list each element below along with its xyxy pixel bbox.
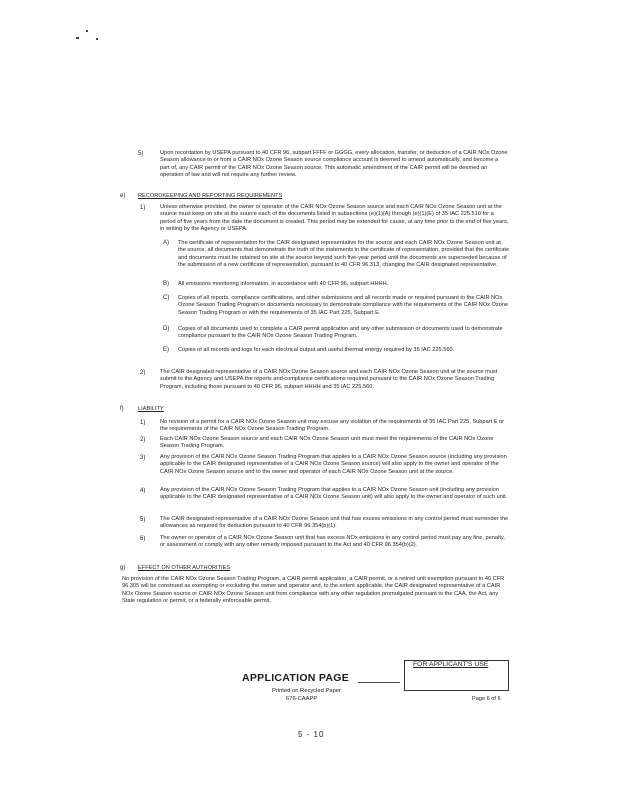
f-6-text: The owner or operator of a CAIR NOx Ozone Season unit that has excess NOx emissions in any control period must pay any fine, penalty, or assessment or comply with any other remedy imposed pursuant to the Act and 40 CFR 96.354(b)(2).: [160, 535, 505, 549]
e-1-E-text: Copies of all records and logs for each electrical output and useful thermal energy required by 35 IAC 225.560.: [178, 347, 455, 353]
application-page-rule: [358, 682, 400, 683]
e-1-text: Unless otherwise provided, the owner or operator of the CAIR NOx Ozone Season source and each CAIR NOx Ozone Season unit at the source must keep on site at the source each of the documents listed in subsections (e)(1)(A) through (e)(1)(E) of 35 IAC 225.510 for a period of five years from the date the document is created. This period may be extended for cause, at any time prior to the end of five years, in writing by the Agency or USEPA.: [160, 204, 509, 233]
e-2-label: 2): [140, 370, 146, 376]
e-2-text: The CAIR designated representative of a CAIR NOx Ozone Season source and each CAIR NOx Ozone Season unit at the source must submit to the Agency and USEPA the reports and compliance certifications required pursuant to the CAIR NOx Ozone Season Trading Program, including those pursuant to 40 CFR 96, subpart HHHH and 35 IAC 225.560.: [160, 369, 498, 390]
f-4-label: 4): [140, 488, 146, 494]
e-1-B-label: B): [163, 281, 169, 287]
e-1-C-text: Copies of all reports, compliance certifications, and other submissions and all records made or required pursuant to the CAIR NOx Ozone Season Trading Program or documents necessary to demonstrate compliance with the requirements of the CAIR NOx Ozone Season Trading Program or with the requirements of 35 IAC Part 225, Subpart E.: [178, 295, 509, 316]
item-5-label: 5): [138, 151, 144, 157]
section-g-heading: EFFECT ON OTHER AUTHORITIES: [138, 565, 231, 571]
scan-speck: [96, 38, 98, 40]
section-e-heading: RECORDKEEPING AND REPORTING REQUIREMENTS: [138, 193, 283, 199]
application-page-title: APPLICATION PAGE: [242, 672, 350, 684]
e-1-C-label: C): [163, 295, 170, 301]
section-f-heading: LIABILITY: [138, 406, 164, 412]
e-1-E-label: E): [163, 347, 169, 353]
section-f-label: f): [120, 406, 124, 412]
form-code: 676-CAAPP: [286, 696, 318, 702]
for-applicants-use-label: FOR APPLICANT'S USE: [413, 661, 489, 668]
e-1-D-text: Copies of all documents used to complete a CAIR permit application and any other submission or documents used to demonstrate compliance pursuant to the CAIR NOx Ozone Season Trading Program.: [178, 326, 503, 340]
scan-speck: [76, 37, 79, 39]
scan-speck: [86, 30, 88, 32]
f-2-label: 2): [140, 437, 146, 443]
e-1-D-label: D): [163, 326, 170, 332]
f-2-text: Each CAIR NOx Ozone Season source and each CAIR NOx Ozone Season unit must meet the requirements of the CAIR NOx Ozone Season Trading Program.: [160, 436, 494, 450]
f-4-text: Any provision of the CAIR NOx Ozone Season Trading Program that applies to a CAIR NOx Ozone Season unit (including any provision applicable to the CAIR designated representative of a CAIR NOx Ozone Season unit) will also apply to the owner and operator of such unit.: [160, 487, 508, 501]
e-1-A-text: The certificate of representation for the CAIR designated representative for the source and each CAIR NOx Ozone Season unit at the source, all documents that demonstrate the truth of the statements in the certificate of representation, provided that the certificate and documents must be retained on site at the source beyond such five-year period until the documents are superseded because of the submission of a new certificate of representation, pursuant to 40 CFR 96.313, changing the CAIR designated representative.: [178, 240, 510, 269]
f-1-label: 1): [140, 420, 146, 426]
section-e-label: e): [120, 193, 126, 199]
page-of: Page 6 of 6: [472, 696, 501, 702]
f-1-text: No revision of a permit for a CAIR NOx Ozone Season unit may excuse any violation of the requirements of 35 IAC Part 225, Subpart E or the requirements of the CAIR NOx Ozone Season Trading Program.: [160, 419, 505, 433]
e-1-A-label: A): [163, 240, 169, 246]
for-applicants-use-box: [404, 660, 509, 691]
f-5-label: 5): [140, 517, 146, 523]
section-g-label: g): [120, 565, 126, 571]
item-5-text: Upon recordation by USEPA pursuant to 40 CFR 96, subpart FFFF or GGGG, every allocation, transfer, or deduction of a CAIR NOx Ozone Season allowance to or from a CAIR NOx Ozone Season source compliance account is deemed to amend automatically, and become a part of, any CAIR permit of the CAIR NOx Ozone Season source. This automatic amendment of the CAIR permit will be deemed an operation of law and will not require any further review.: [160, 150, 508, 179]
f-3-text: Any provision of the CAIR NOx Ozone Season Trading Program that applies to a CAIR NOx Ozone Season source (including any provision applicable to the CAIR designated representative of a CAIR NOx Ozone Season source) will also apply to the owner and operator of the CAIR NOx Ozone Season source and to the owner and operator of each CAIR NOx Ozone Season unit at the source.: [160, 454, 507, 475]
e-1-label: 1): [140, 205, 146, 211]
bottom-page-number: 5 - 10: [298, 730, 325, 739]
printed-on-recycled-paper: Printed on Recycled Paper: [272, 688, 341, 694]
f-5-text: The CAIR designated representative of a CAIR NOx Ozone Season unit that has excess emissions in any control period must surrender the allowances as required for deduction pursuant to 40 CFR 96.354(b)(1).: [160, 516, 509, 530]
f-3-label: 3): [140, 455, 146, 461]
e-1-B-text: All emissions monitoring information, in accordance with 40 CFR 96, subpart HHHH.: [178, 281, 389, 287]
section-g-text: No provision of the CAIR NOx Ozone Season Trading Program, a CAIR permit application, a CAIR permit, or a retired unit exemption pursuant to 40 CFR 96.305 will be construed as exempting or excluding the owner and operator and, to the extent applicable, the CAIR designated representative of a CAIR NOx Ozone Season source or CAIR NOx Ozone Season unit from compliance with any other regulation promulgated pursuant to the CAA, the Act, any State regulation or permit, or a federally enforceable permit.: [122, 576, 505, 605]
f-6-label: 6): [140, 536, 146, 542]
